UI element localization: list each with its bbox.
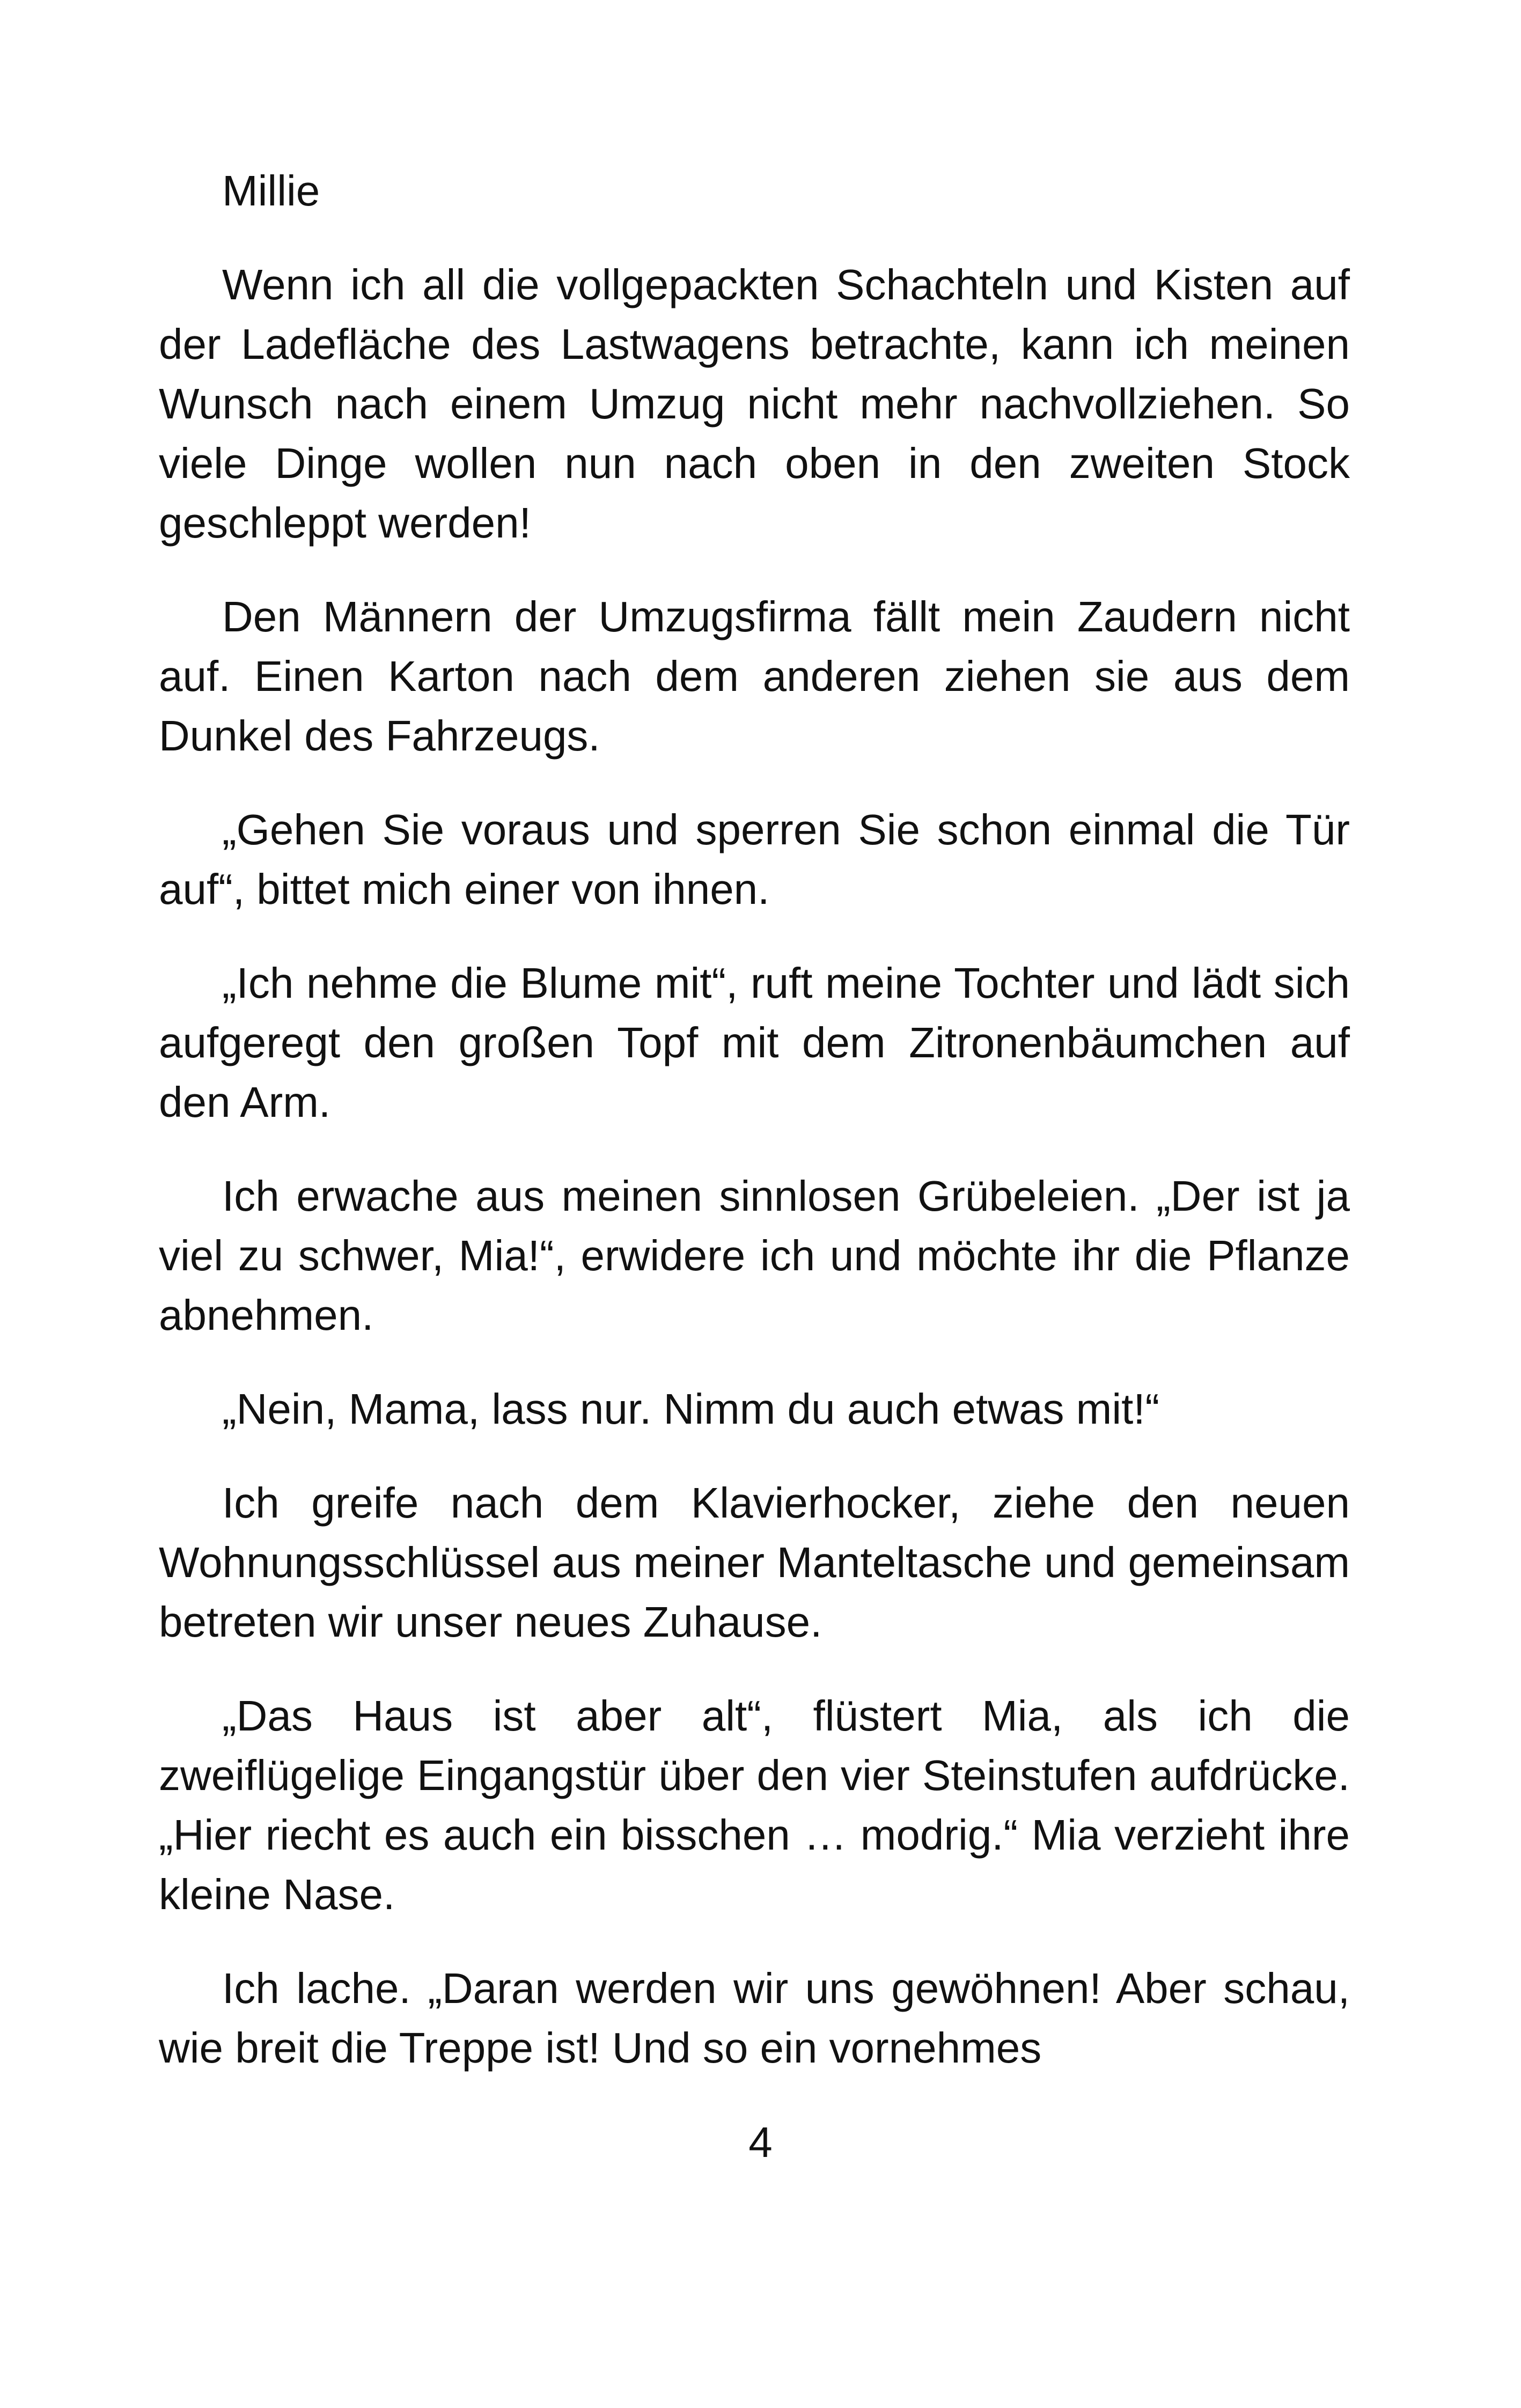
paragraph: Ich lache. „Daran werden wir uns gewöhnen! Aber schau, wie breit die Treppe ist! Und so ein vornehmes	[159, 1964, 1350, 2072]
paragraph: „Gehen Sie voraus und sperren Sie schon einmal die Tür auf“, bittet mich einer von ihnen.	[159, 806, 1350, 913]
paragraph: „Das Haus ist aber alt“, flüstert Mia, als ich die zweiflügelige Eingangstür über den vier Steinstufen aufdrücke. „Hier riecht es auch ein bisschen … modrig.“ Mia verzieht ihre kleine Nase.	[159, 1692, 1350, 1918]
paragraph: „Ich nehme die Blume mit“, ruft meine Tochter und lädt sich aufgeregt den großen Topf mit dem Zitronenbäumchen auf den Arm.	[159, 959, 1350, 1126]
page-number: 4	[748, 2118, 773, 2166]
chapter-title: Millie	[222, 167, 320, 215]
paragraph: Den Männern der Umzugsfirma fällt mein Zaudern nicht auf. Einen Karton nach dem anderen ziehen sie aus dem Dunkel des Fahrzeugs.	[159, 593, 1350, 760]
paragraph: „Nein, Mama, lass nur. Nimm du auch etwas mit!“	[222, 1385, 1160, 1433]
paragraph: Ich greife nach dem Klavierhocker, ziehe den neuen Wohnungsschlüssel aus meiner Manteltasche und gemeinsam betreten wir unser neues Zuhause.	[159, 1479, 1350, 1646]
paragraph: Ich erwache aus meinen sinnlosen Grübeleien. „Der ist ja viel zu schwer, Mia!“, erwidere ich und möchte ihr die Pflanze abnehmen.	[159, 1172, 1350, 1339]
body-text	[159, 161, 1350, 2078]
paragraph: Wenn ich all die vollgepackten Schachteln und Kisten auf der Ladefläche des Lastwagens betrachte, kann ich meinen Wunsch nach einem Umzug nicht mehr nachvollziehen. So viele Dinge wollen nun nach oben in den zweiten Stock geschleppt werden!	[159, 261, 1350, 547]
